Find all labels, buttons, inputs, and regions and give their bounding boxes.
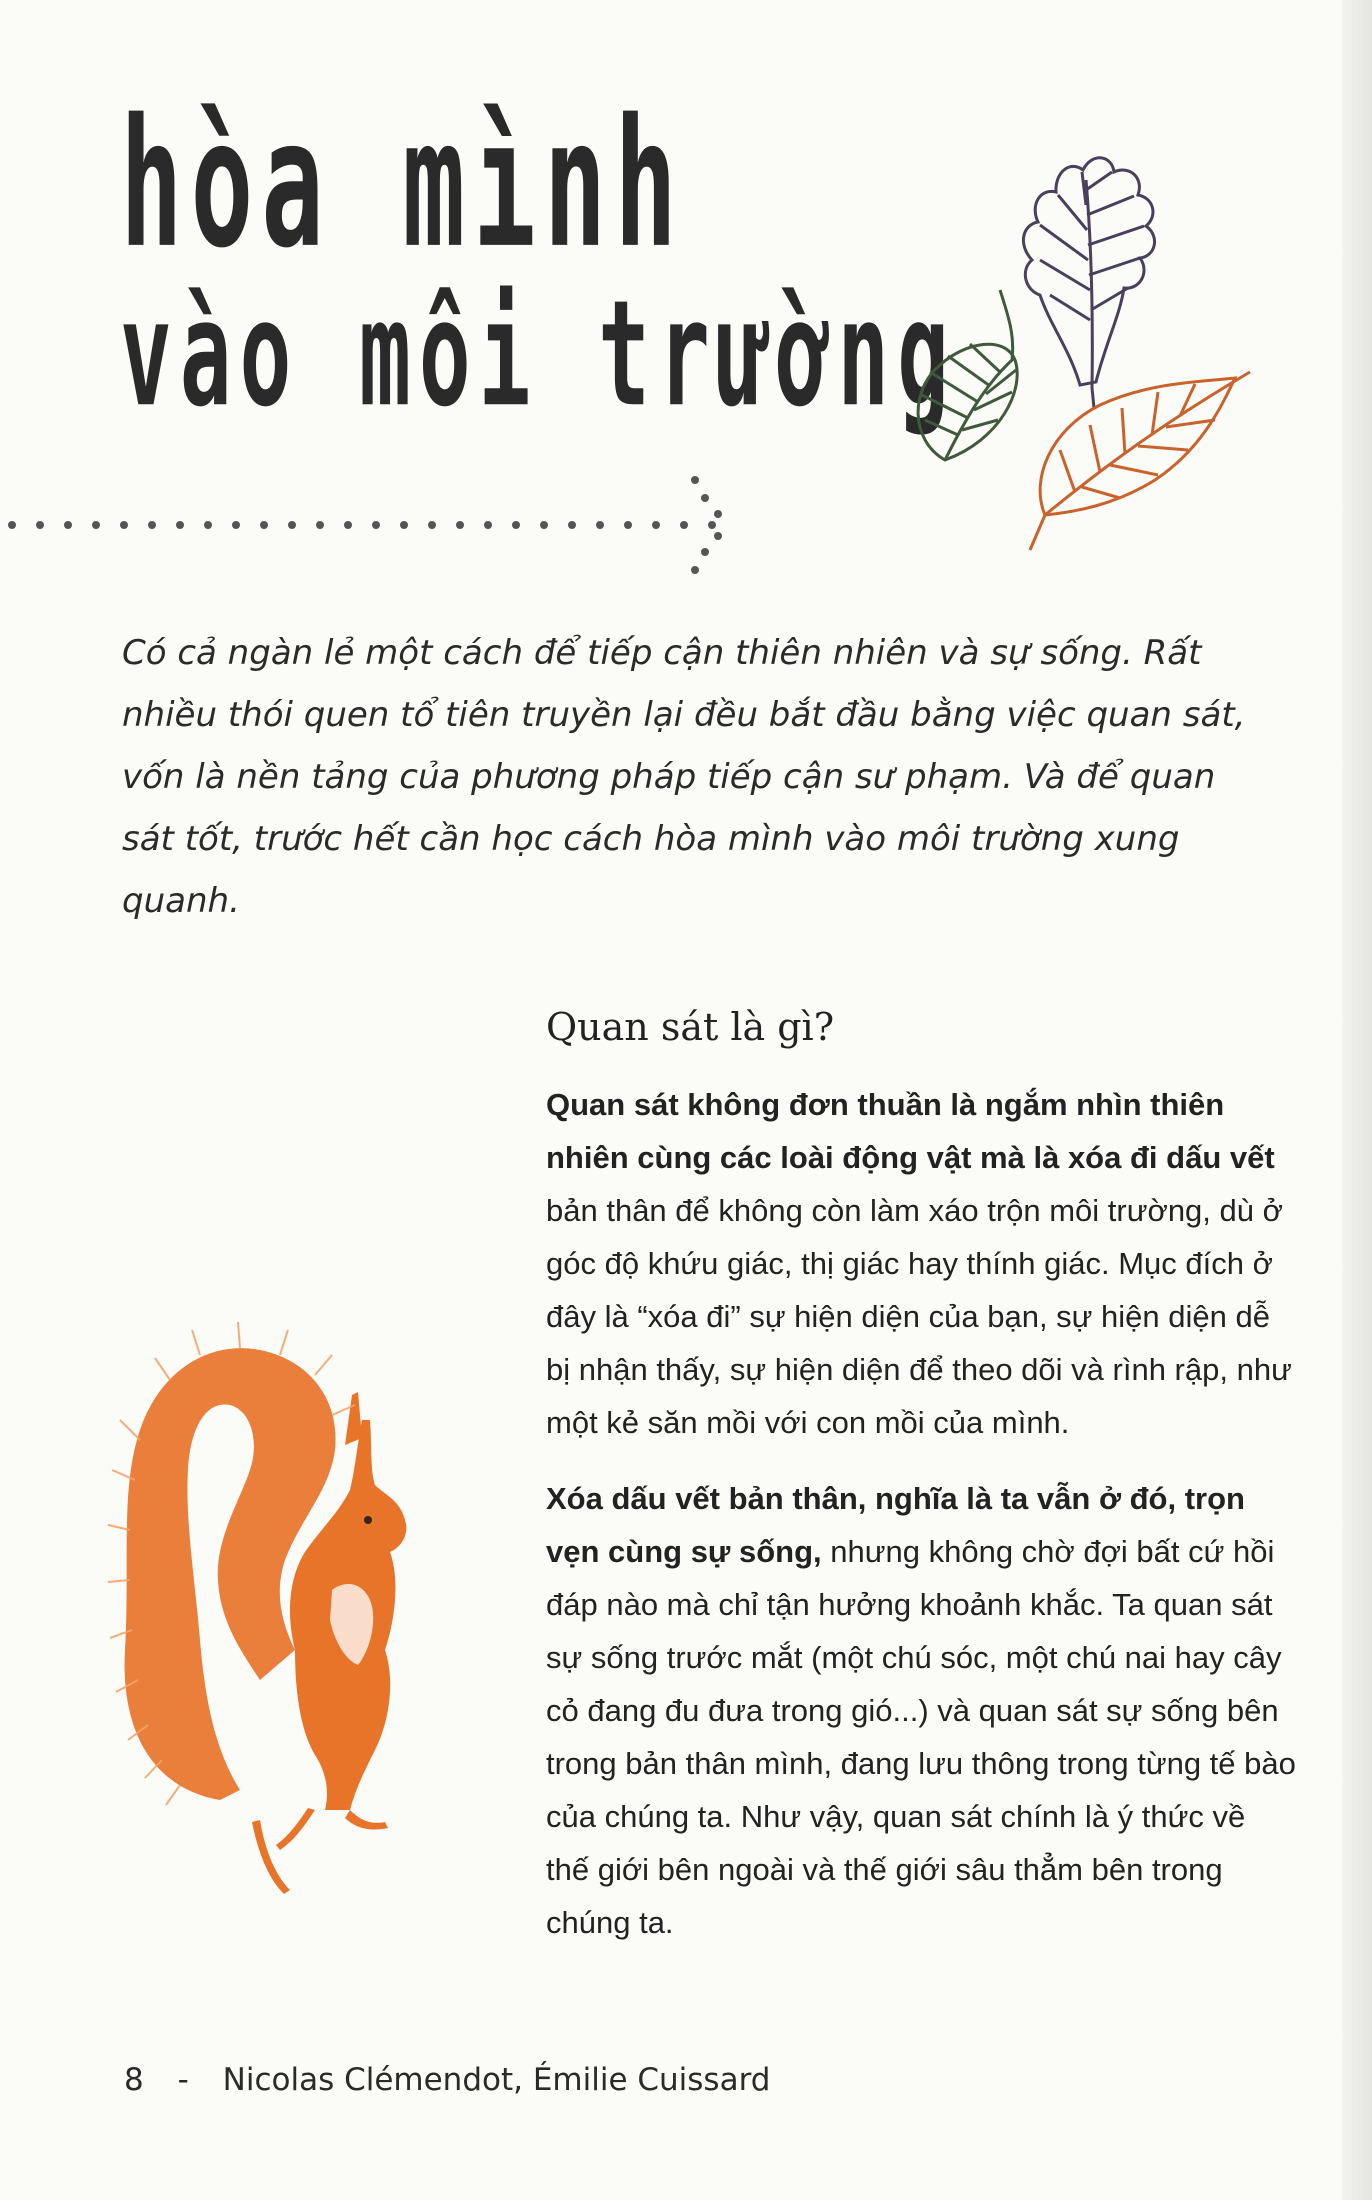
page-number: 8 bbox=[124, 2062, 144, 2098]
page-edge bbox=[1342, 0, 1372, 2200]
body-paragraph-1 bbox=[546, 1078, 1296, 1449]
body-paragraph-2 bbox=[546, 1472, 1296, 1949]
oak-leaf-icon bbox=[1023, 158, 1154, 408]
leaves-illustration bbox=[900, 120, 1260, 570]
intro-paragraph: Có cả ngàn lẻ một cách để tiếp cận thiên nhiên và sự sống. Rất nhiều thói quen tổ tiên truyền lại đều bắt đầu bằng việc quan sát, vốn là nền tảng của phương pháp tiếp cận sư phạm. Và để quan sát tốt, trước hết cần học cách hòa mình vào môi trường xung quanh. bbox=[122, 633, 1246, 921]
beech-leaf-icon bbox=[1030, 372, 1250, 550]
chapter-title-line-2: vào môi trường bbox=[120, 270, 957, 440]
squirrel-illustration bbox=[100, 1320, 440, 1900]
paragraph-2-bold-text: Xóa dấu vết bản thân, nghĩa là ta vẫn ở đó, trọn vẹn cùng sự sống, bbox=[546, 1481, 1245, 1569]
paragraph-1-bold-text: Quan sát không đơn thuần là ngắm nhìn thiên nhiên cùng các loài động vật mà là xóa đi dấu vết bbox=[546, 1087, 1275, 1175]
page-footer bbox=[124, 2062, 770, 2098]
birch-leaf-icon bbox=[918, 290, 1017, 460]
footer-separator: - bbox=[177, 2062, 189, 2098]
dotted-arrow-icon bbox=[0, 470, 760, 580]
section-heading: Quan sát là gì? bbox=[546, 1005, 835, 1049]
chapter-title-line-1: hòa mình bbox=[120, 80, 685, 288]
footer-authors: Nicolas Clémendot, Émilie Cuissard bbox=[222, 2062, 771, 2098]
paragraph-2-text: nhưng không chờ đợi bất cứ hồi đáp nào mà chỉ tận hưởng khoảnh khắc. Ta quan sát sự sống trước mắt (một chú sóc, một chú nai hay cây cỏ đang đu đưa trong gió...) và quan sát sự sống bên trong bản thân mình, đang lưu thông trong từng tế bào của chúng ta. Như vậy, quan sát chính là ý thức về thế giới bên ngoài và thế giới sâu thẳm bên trong chúng ta. bbox=[546, 1534, 1296, 1940]
paragraph-1-text: bản thân để không còn làm xáo trộn môi trường, dù ở góc độ khứu giác, thị giác hay thính giác. Mục đích ở đây là “xóa đi” sự hiện diện của bạn, sự hiện diện dễ bị nhận thấy, sự hiện diện để theo dõi và rình rập, như một kẻ săn mồi với con mồi của mình. bbox=[546, 1193, 1292, 1440]
